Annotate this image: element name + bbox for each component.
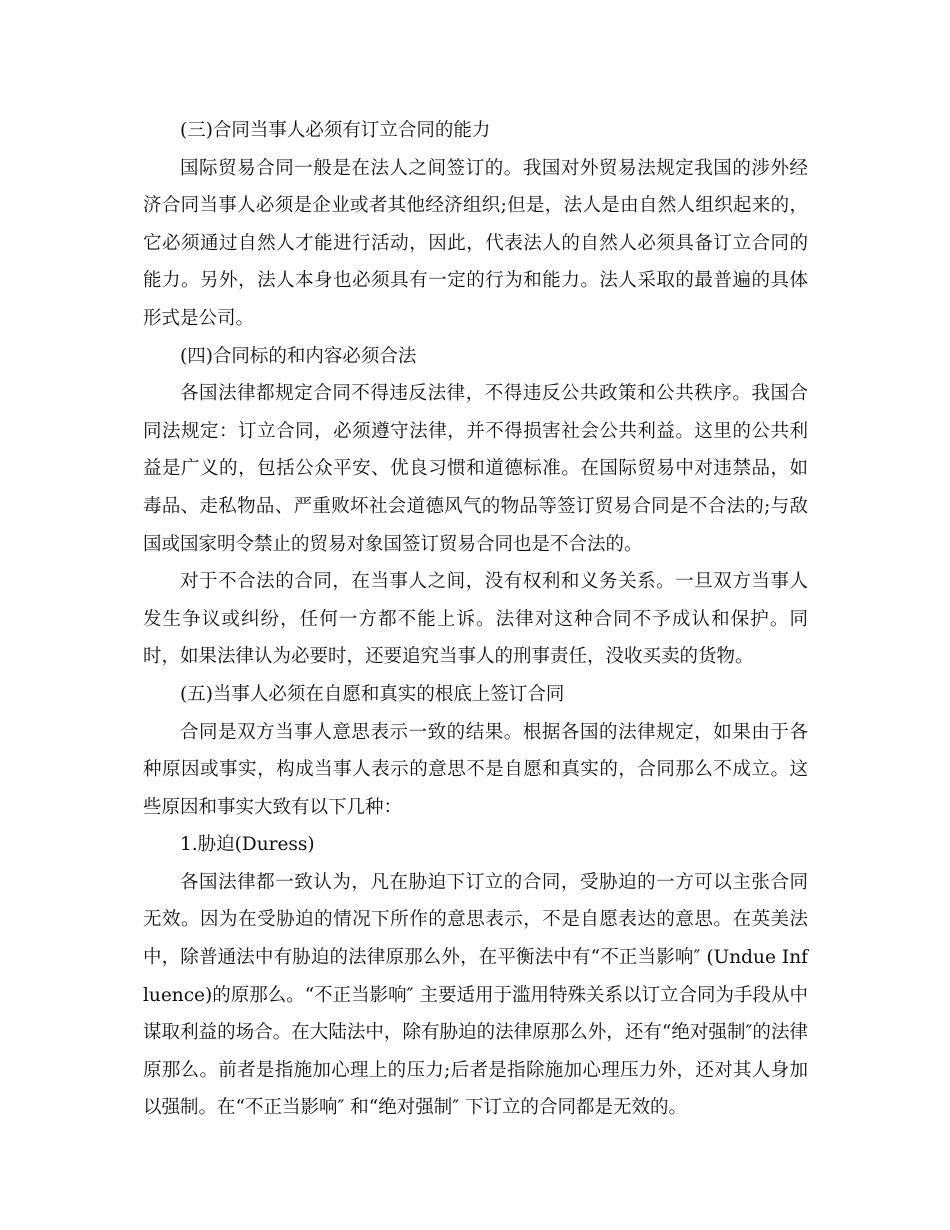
paragraph-public-policy: 各国法律都规定合同不得违反法律，不得违反公共政策和公共秩序。我国合同法规定：订立合同，必须遵守法律，并不得损害社会公共利益。这里的公共利益是广义的，包括公众平安、优良习惯和道德标准。在国际贸易中对违禁品，如毒品、走私物品、严重败坏社会道德风气的物品等签订贸易合同是不合法的;与敌国或国家明令禁止的贸易对象国签订贸易合同也是不合法的。 — [143, 383, 808, 555]
heading-voluntary: (五)当事人必须在自愿和真实的根底上签订合同 — [180, 683, 565, 705]
paragraph-duress: 各国法律都一致认为，凡在胁迫下订立的合同，受胁迫的一方可以主张合同无效。因为在受胁迫的情况下所作的意思表示，不是自愿表达的意思。在英美法中，除普通法中有胁迫的法律原那么外，在平衡法中有“不正当影响″ (Undue Influence)的原那么。“不正当影响″ 主要适用于滥用特殊关系以订立合同为手段从中谋取利益的场合。在大陆法中，除有胁迫的法律原那么外，还有“绝对强制″的法律原那么。前者是指施加心理上的压力;后者是指除施加心理压力外，还对其人身加以强制。在“不正当影响″ 和“绝对强制″ 下订立的合同都是无效的。 — [143, 871, 808, 1119]
heading-legality: (四)合同标的和内容必须合法 — [180, 345, 417, 367]
heading-capacity: (三)合同当事人必须有订立合同的能力 — [180, 120, 491, 141]
heading-duress: 1.胁迫(Duress) — [180, 834, 315, 856]
paragraph-illegal-contract: 对于不合法的合同，在当事人之间，没有权利和义务关系。一旦双方当事人发生争议或纠纷，任何一方都不能上诉。法律对这种合同不予成认和保护。同时，如果法律认为必要时，还要追究当事人的刑事责任，没收买卖的货物。 — [143, 571, 808, 668]
document-body — [143, 112, 808, 1127]
paragraph-intent: 合同是双方当事人意思表示一致的结果。根据各国的法律规定，如果由于各种原因或事实，构成当事人表示的意思不是自愿和真实的，合同那么不成立。这些原因和事实大致有以下几种： — [143, 721, 808, 818]
paragraph-legal-person: 国际贸易合同一般是在法人之间签订的。我国对外贸易法规定我国的涉外经济合同当事人必须是企业或者其他经济组织;但是，法人是由自然人组织起来的，它必须通过自然人才能进行活动，因此，代表法人的自然人必须具备订立合同的能力。另外，法人本身也必须具有一定的行为和能力。法人采取的最普遍的具体形式是公司。 — [143, 157, 808, 329]
